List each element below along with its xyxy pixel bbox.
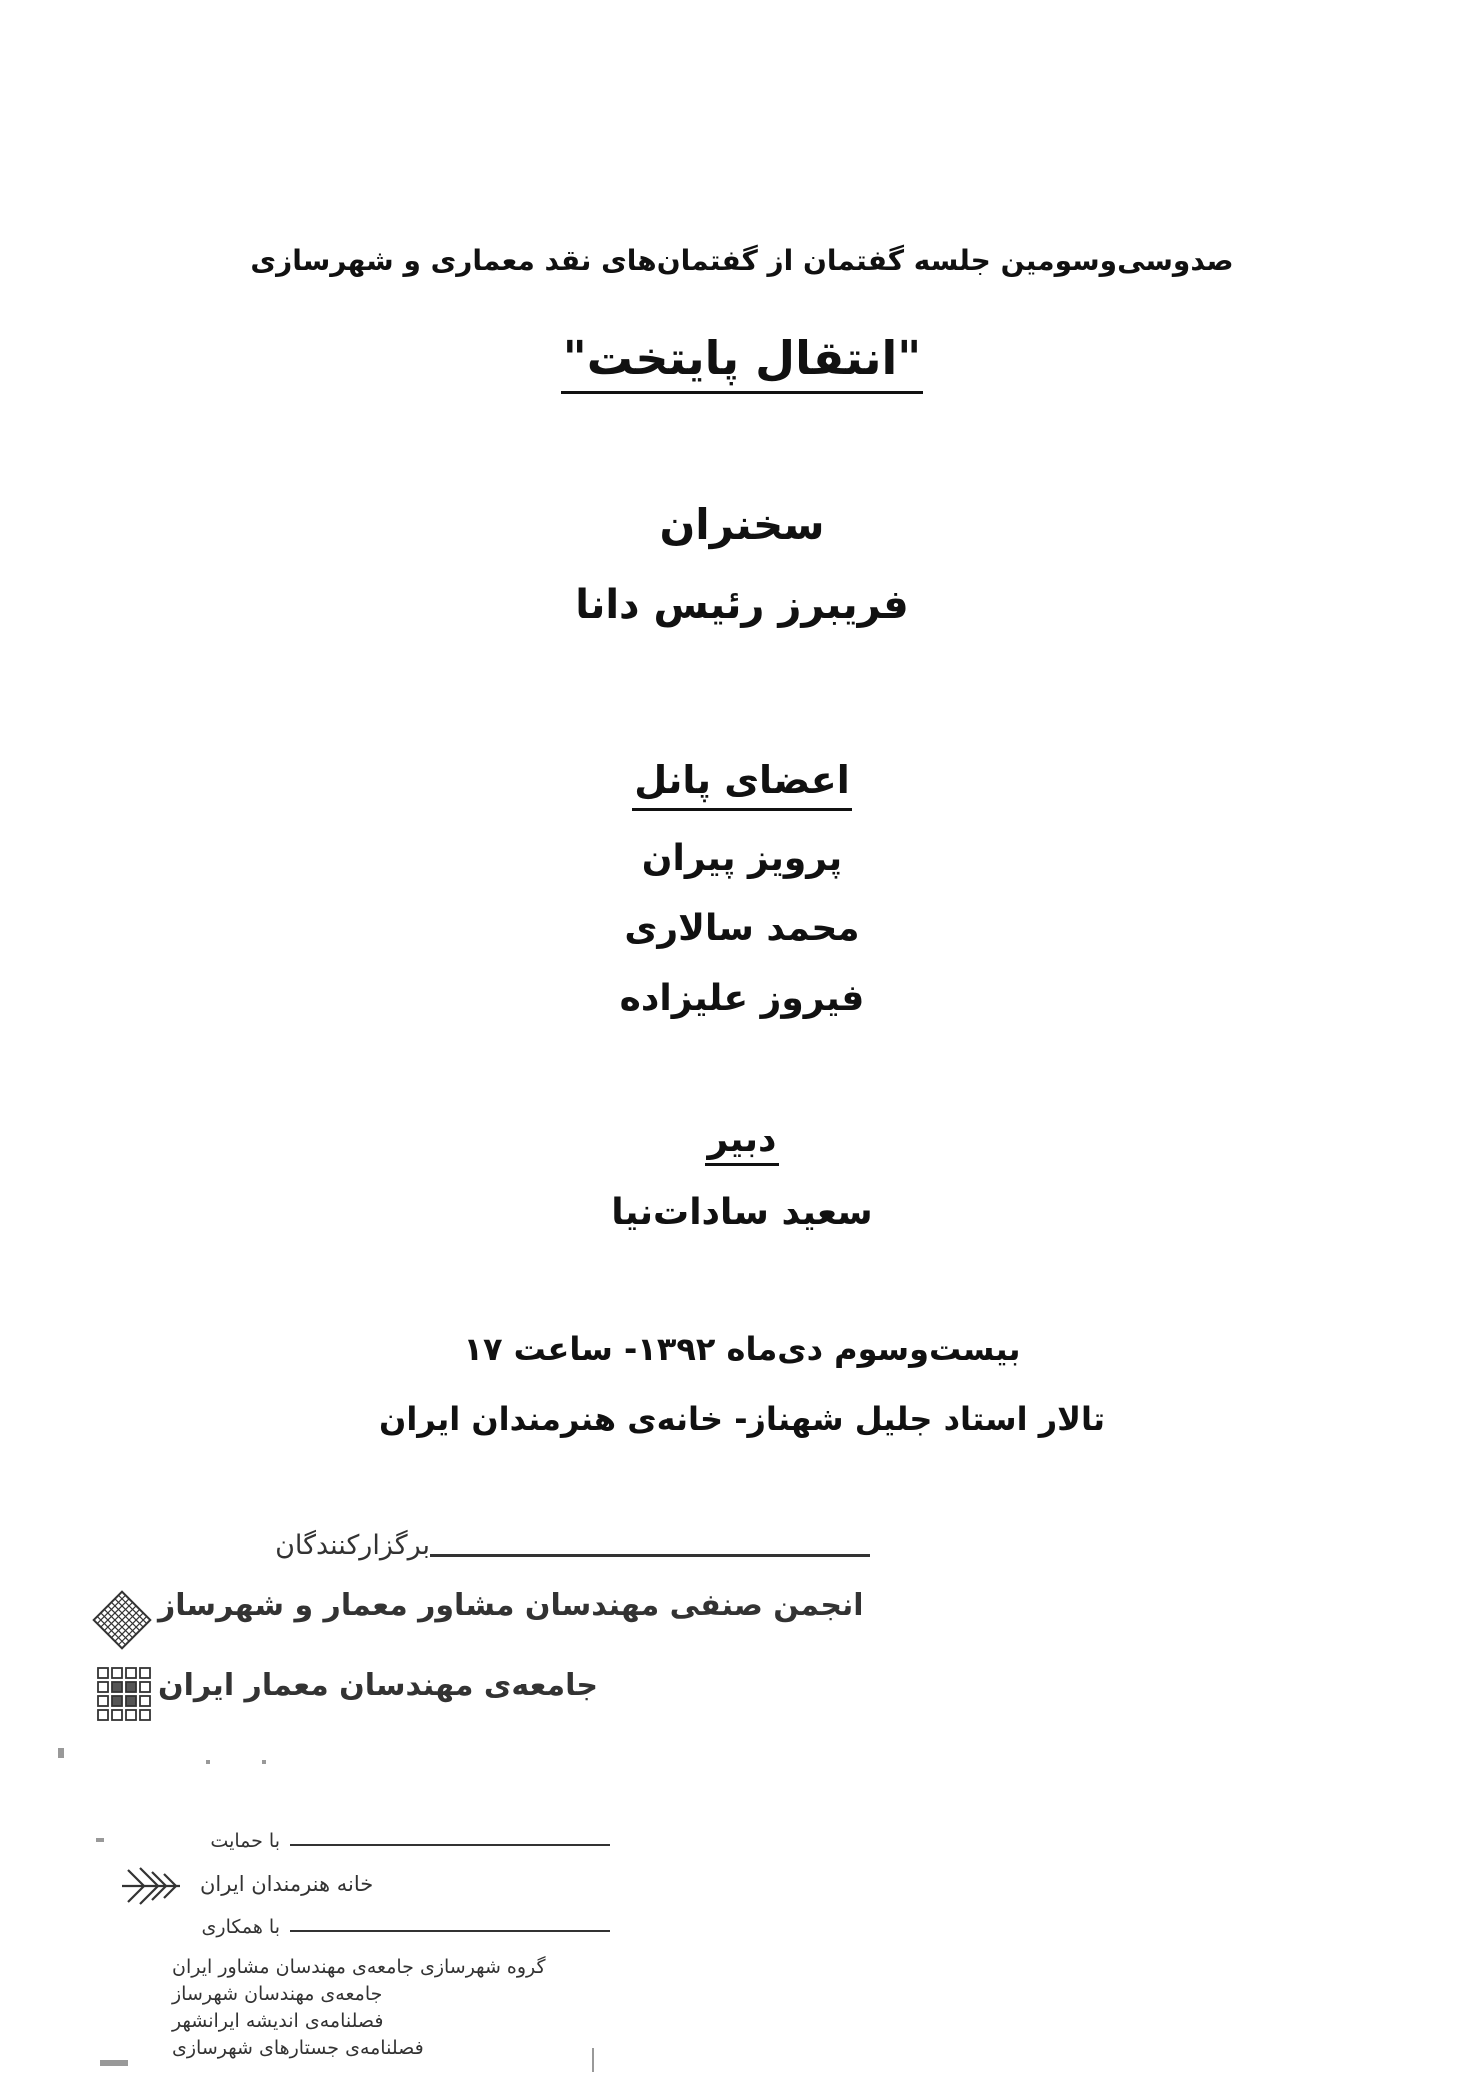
collaboration-rule: [290, 1930, 610, 1932]
organizers-heading: برگزارکنندگان: [275, 1530, 430, 1561]
scan-speck: [262, 1760, 266, 1764]
diamond-grid-logo-icon: [90, 1588, 154, 1652]
scan-speck: [592, 2048, 594, 2072]
collaborator-name: گروه شهرسازی جامعه‌ی مهندسان مشاور ایران: [172, 1956, 546, 1978]
scan-speck: [96, 1838, 104, 1842]
scan-speck: [58, 1748, 64, 1758]
collaborator-name: فصلنامه‌ی اندیشه ایرانشهر: [172, 2010, 384, 2032]
scan-speck: [100, 2060, 128, 2066]
panel-member: محمد سالاری: [624, 908, 860, 949]
artists-house-logo-icon: [118, 1864, 184, 1908]
supporter-name: خانه هنرمندان ایران: [200, 1872, 374, 1896]
venue-line: تالار استاد جلیل شهناز- خانه‌ی هنرمندان ایران: [379, 1400, 1105, 1438]
scan-speck: [206, 1760, 210, 1764]
organizer-name: انجمن صنفی مهندسان مشاور معمار و شهرساز: [158, 1588, 864, 1623]
moderator-label: دبیر: [705, 1118, 778, 1166]
collaborator-name: جامعه‌ی مهندسان شهرساز: [172, 1983, 383, 2005]
panel-label: اعضای پانل: [632, 758, 851, 811]
panel-member: فیروز علیزاده: [619, 978, 865, 1019]
organizers-heading-row: [150, 1530, 890, 1580]
collaborator-name: فصلنامه‌ی جستارهای شهرسازی: [172, 2037, 424, 2059]
collaboration-heading-row: [160, 1916, 620, 1946]
title-wrapper: [0, 332, 1484, 394]
speaker-label: سخنران: [659, 500, 825, 549]
collaborators-list: [172, 1954, 592, 2062]
document-title: "انتقال پایتخت": [561, 332, 924, 394]
panel-label-wrapper: [0, 758, 1484, 811]
support-heading: با حمایت: [210, 1830, 280, 1852]
organizers-section: [90, 1530, 864, 1750]
support-section: [100, 1830, 620, 2070]
speaker-name: فریبرز رئیس دانا: [575, 582, 909, 628]
support-heading-row: [160, 1830, 620, 1860]
square-grid-logo-icon: [96, 1666, 154, 1724]
moderator-name: سعید سادات‌نیا: [611, 1192, 873, 1233]
moderator-label-wrapper: [0, 1118, 1484, 1166]
series-line: صدوسی‌وسومین جلسه گفتمان از گفتمان‌های نقد معماری و شهرسازی: [250, 244, 1234, 277]
date-line: بیست‌وسوم دی‌ماه ۱۳۹۲- ساعت ۱۷: [463, 1330, 1021, 1368]
panel-member: پرویز پیران: [641, 838, 843, 879]
collaboration-heading: با همکاری: [201, 1916, 280, 1938]
organizer-name: جامعه‌ی مهندسان معمار ایران: [158, 1668, 598, 1703]
organizers-rule: [430, 1554, 870, 1557]
support-rule: [290, 1844, 610, 1846]
